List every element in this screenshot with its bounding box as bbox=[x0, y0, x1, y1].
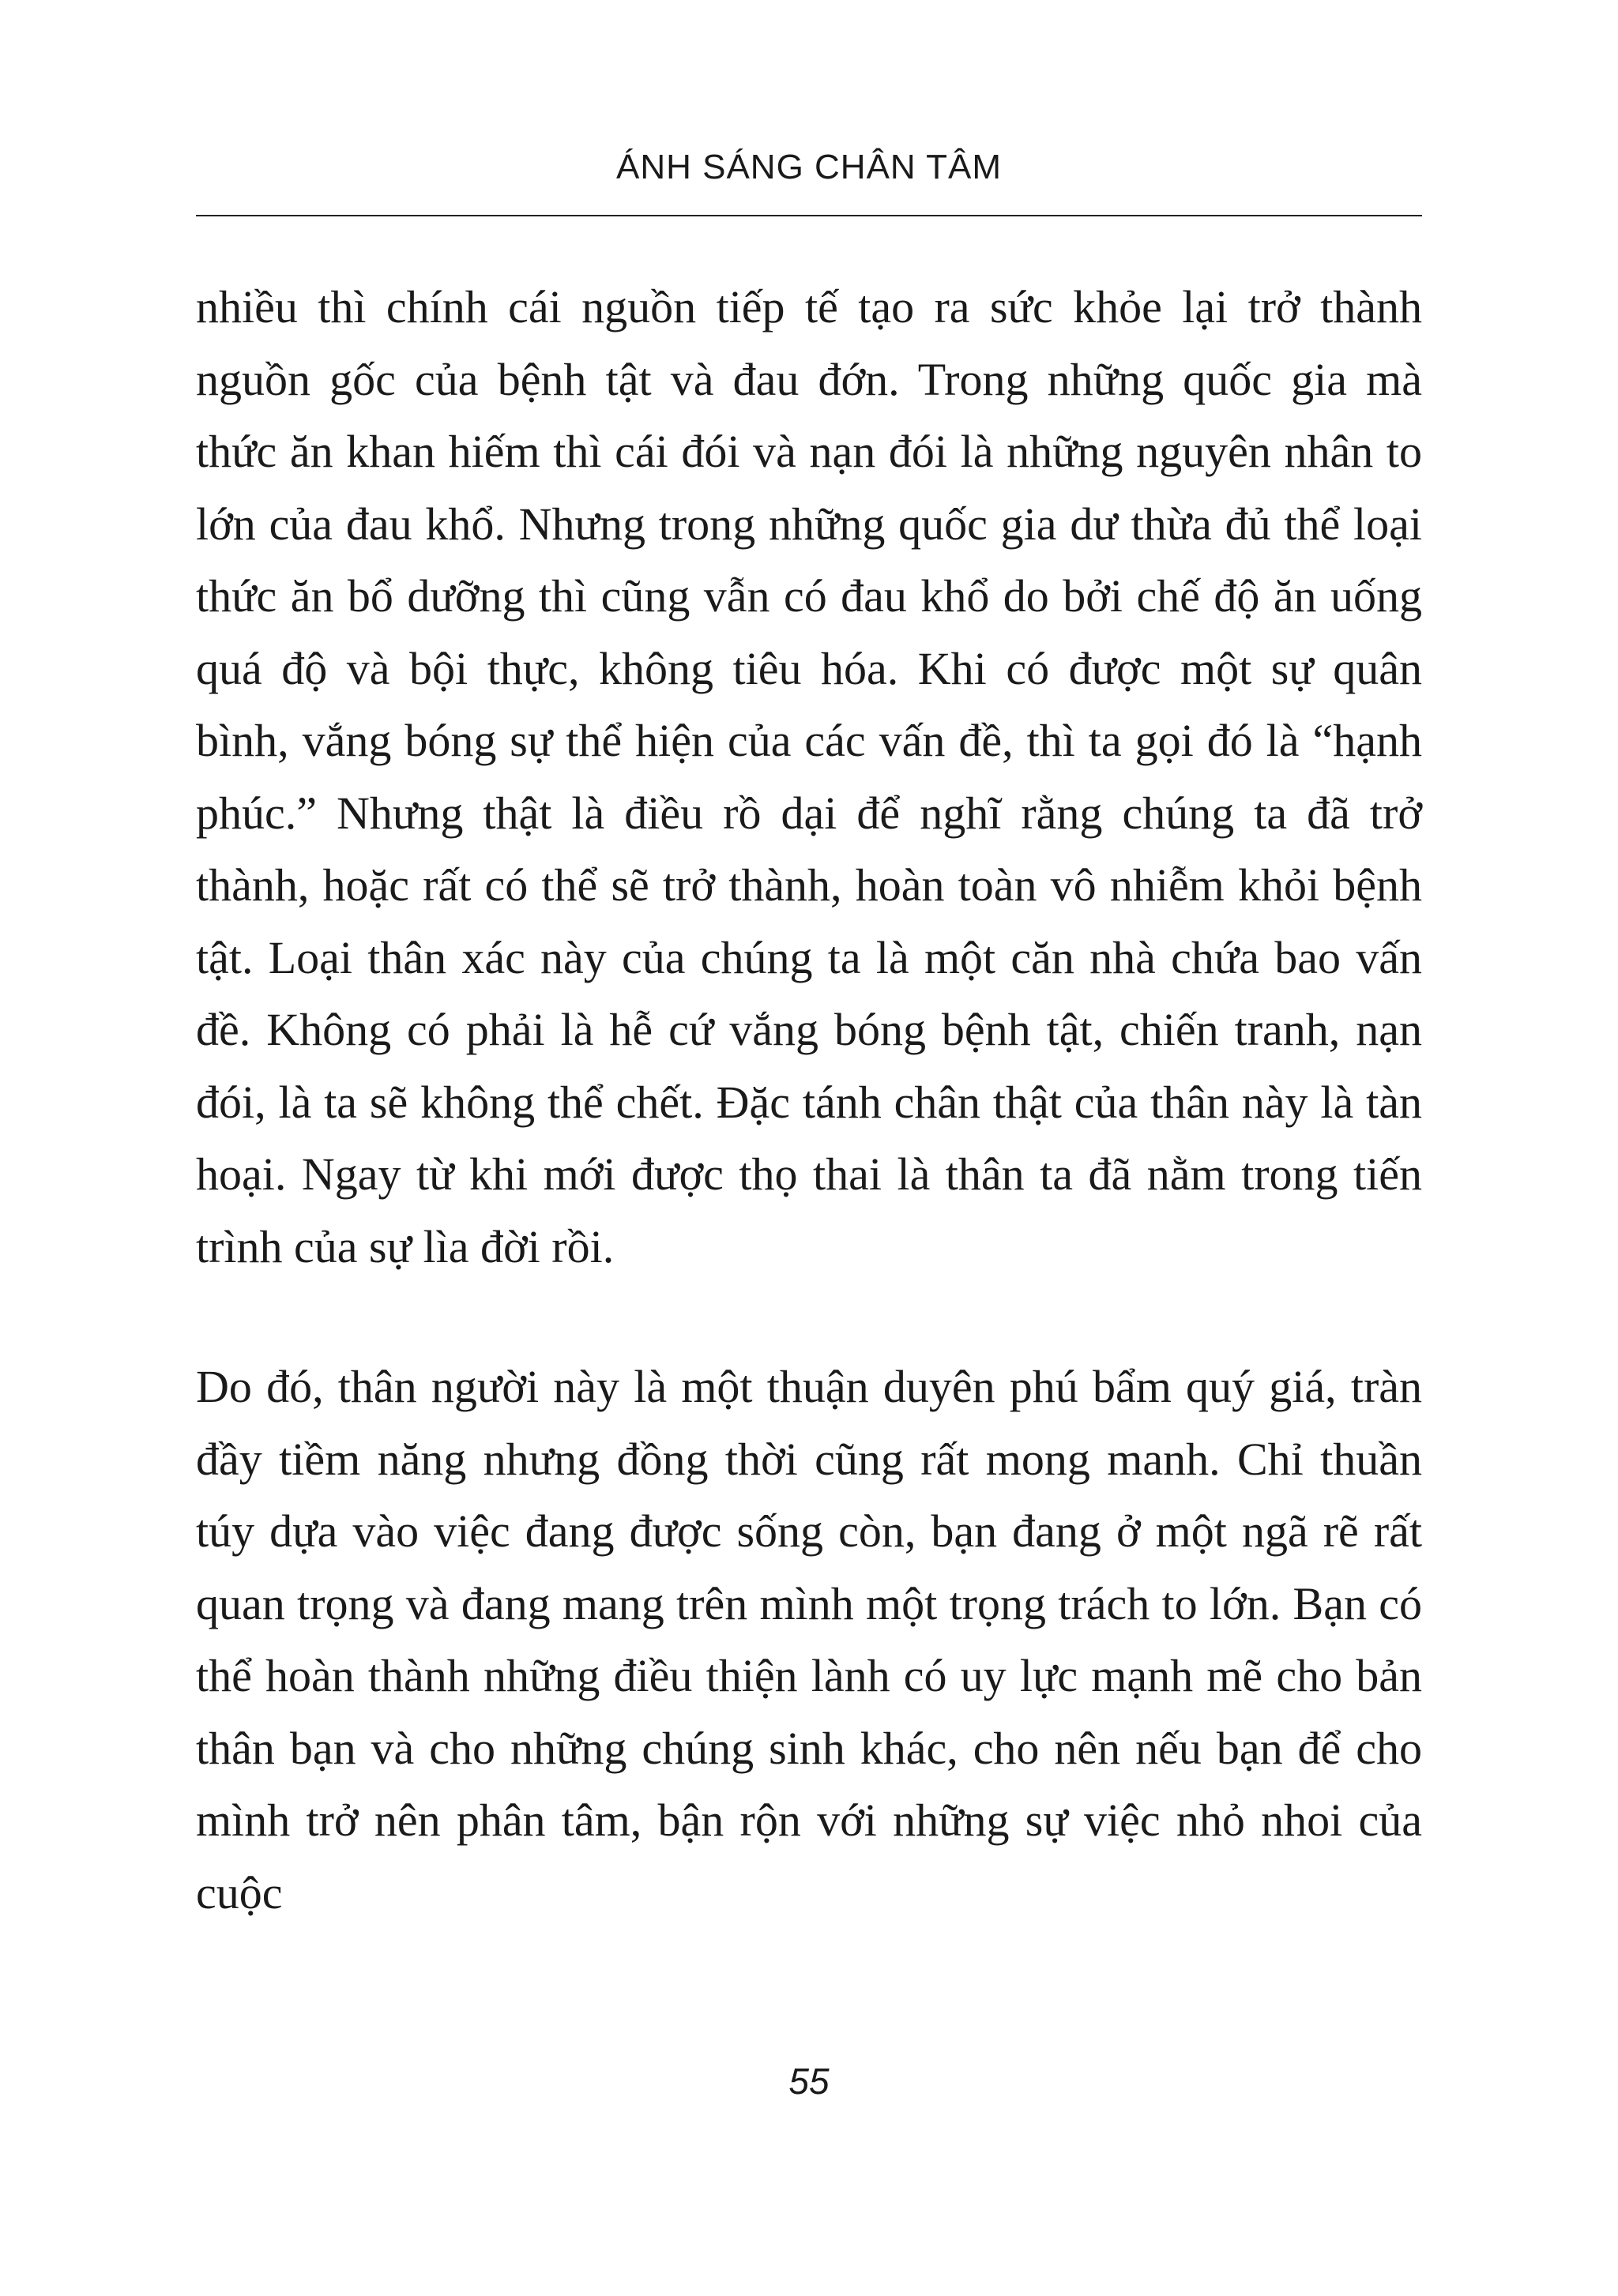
header-divider bbox=[196, 215, 1422, 216]
body-paragraph-1: nhiều thì chính cái nguồn tiếp tế tạo ra sức khỏe lại trở thành nguồn gốc của bệnh tật và đau đớn. Trong những quốc gia mà thức ăn khan hiếm thì cái đói và nạn đói là những nguyên nhân to lớn của đau khổ. Nhưng trong những quốc gia dư thừa đủ thể loại thức ăn bổ dưỡng thì cũng vẫn có đau khổ do bởi chế độ ăn uống quá độ và bội thực, không tiêu hóa. Khi có được một sự quân bình, vắng bóng sự thể hiện của các vấn đề, thì ta gọi đó là “hạnh phúc.” Nhưng thật là điều rồ dại để nghĩ rằng chúng ta đã trở thành, hoặc rất có thể sẽ trở thành, hoàn toàn vô nhiễm khỏi bệnh tật. Loại thân xác này của chúng ta là một căn nhà chứa bao vấn đề. Không có phải là hễ cứ vắng bóng bệnh tật, chiến tranh, nạn đói, là ta sẽ không thể chết. Đặc tánh chân thật của thân này là tàn hoại. Ngay từ khi mới được thọ thai là thân ta đã nằm trong tiến trình của sự lìa đời rồi. bbox=[196, 281, 1422, 1272]
page-body bbox=[196, 271, 1422, 1929]
page-number: 55 bbox=[788, 2061, 830, 2102]
body-paragraph-2: Do đó, thân người này là một thuận duyên phú bẩm quý giá, tràn đầy tiềm năng nhưng đồng thời cũng rất mong manh. Chỉ thuần túy dựa vào việc đang được sống còn, bạn đang ở một ngã rẽ rất quan trọng và đang mang trên mình một trọng trách to lớn. Bạn có thể hoàn thành những điều thiện lành có uy lực mạnh mẽ cho bản thân bạn và cho những chúng sinh khác, cho nên nếu bạn để cho mình trở nên phân tâm, bận rộn với những sự việc nhỏ nhoi của cuộc bbox=[196, 1361, 1422, 1918]
running-header-title: ÁNH SÁNG CHÂN TÂM bbox=[615, 148, 1003, 186]
